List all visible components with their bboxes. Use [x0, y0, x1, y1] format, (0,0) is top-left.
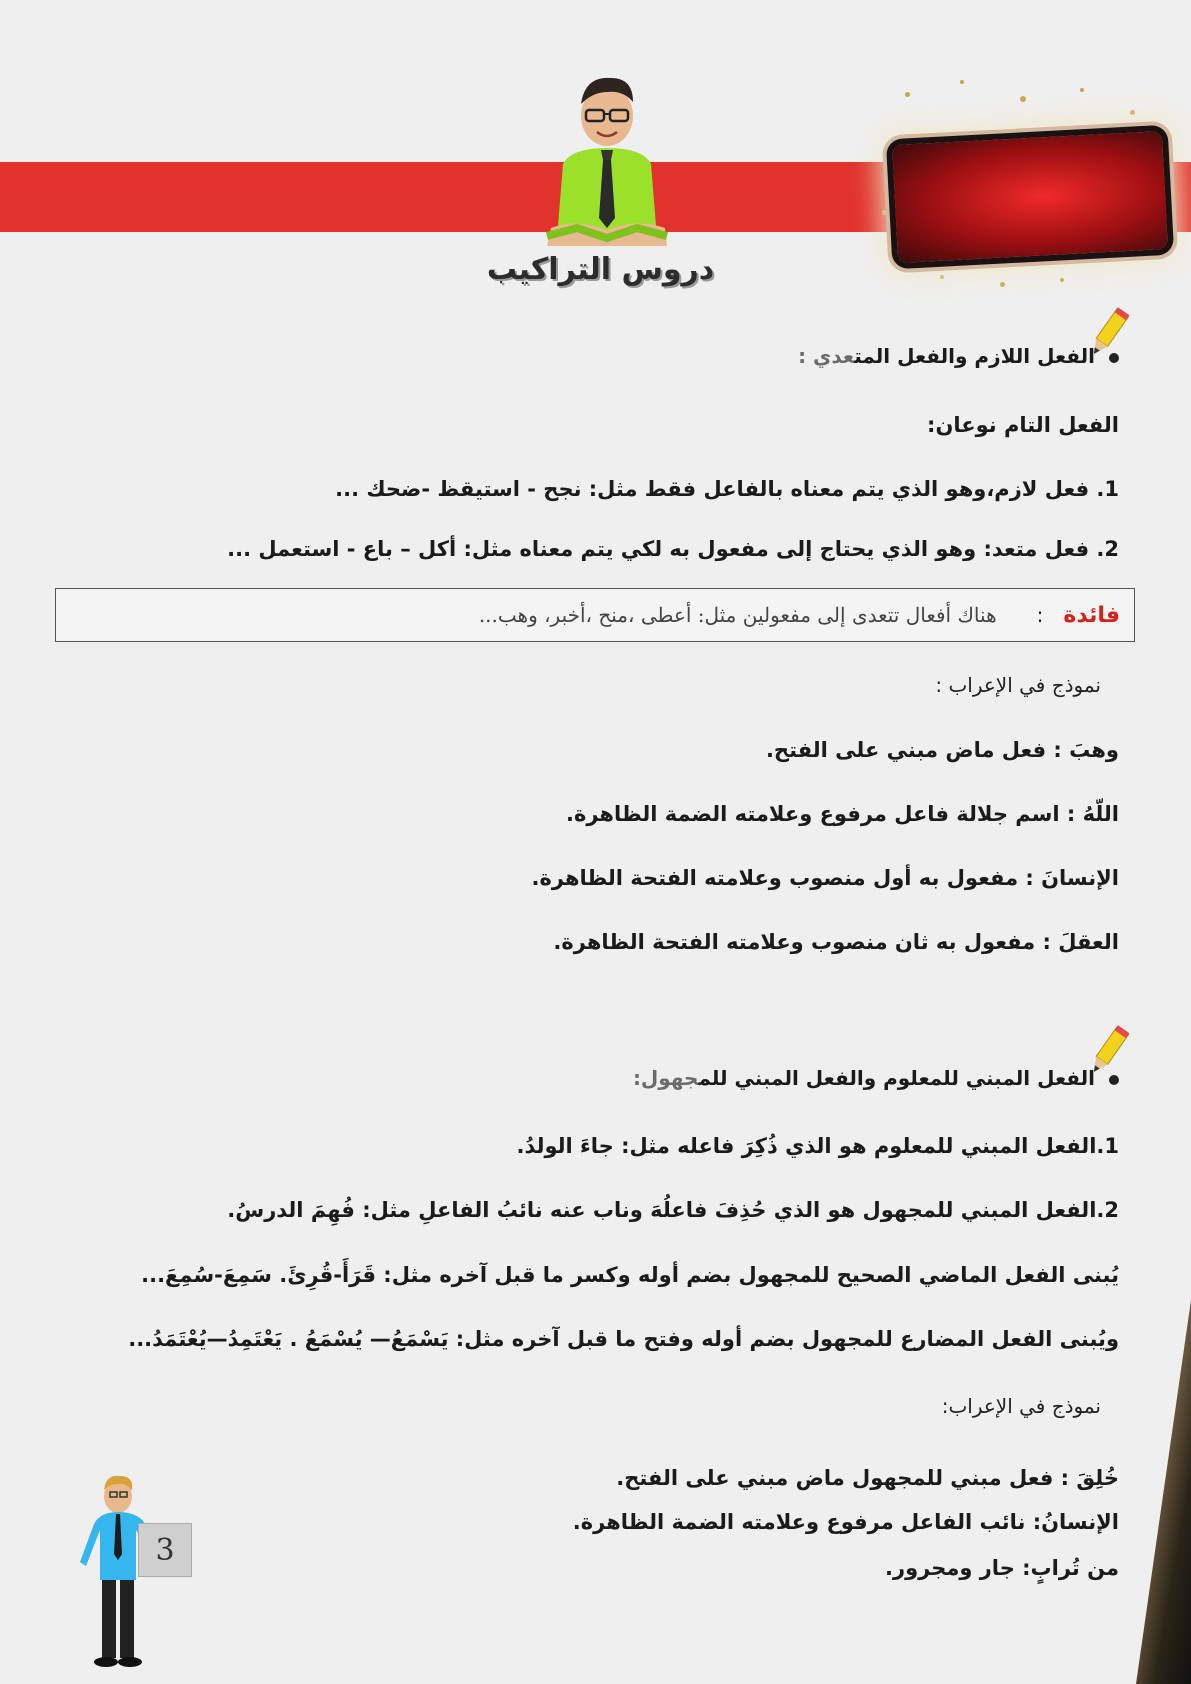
page-curl-decoration	[1136, 1300, 1191, 1684]
section2-item-2: 2.الفعل المبني للمجهول هو الذي حُذِفَ فاعلُهَ وناب عنه نائبُ الفاعلِ مثل: فُهِمَ الدرسُ.	[227, 1198, 1119, 1222]
section2-heading: الفعل المبني للمعلوم والفعل المبني للمجهول:	[633, 1066, 1119, 1090]
section2-example-label: نموذج في الإعراب:	[941, 1394, 1101, 1418]
note-label: فائدة	[1063, 602, 1120, 628]
bullet-dot	[1109, 353, 1119, 363]
cartoon-man-icon	[537, 68, 677, 258]
red-picture-frame	[892, 131, 1168, 263]
page-number: 3	[138, 1523, 192, 1577]
page-title: دروس التراكيب	[486, 252, 715, 287]
section1-parsing-1: وهبَ : فعل ماض مبني على الفتح.	[765, 738, 1119, 762]
section1-item-2: 2. فعل متعد: وهو الذي يحتاج إلى مفعول به لكي يتم معناه مثل: أكل – باع - استعمل ...	[227, 537, 1119, 561]
section1-heading: الفعل اللازم والفعل المتعدي :	[798, 344, 1119, 368]
section1-parsing-2: اللّهُ : اسم جلالة فاعل مرفوع وعلامته الضمة الظاهرة.	[565, 802, 1119, 826]
section1-parsing-3: الإنسانَ : مفعول به أول منصوب وعلامته الفتحة الظاهرة.	[531, 866, 1119, 890]
section2-parsing-2: الإنسانُ: نائب الفاعل مرفوع وعلامته الضمة الظاهرة.	[572, 1510, 1119, 1534]
section2-item-3: يُبنى الفعل الماضي الصحيح للمجهول بضم أوله وكسر ما قبل آخره مثل: قَرَأَ-قُرِئَ. سَمِعَ-سُمِعَ...	[141, 1263, 1119, 1287]
note-box	[55, 588, 1135, 642]
section2-item-4: ويُبنى الفعل المضارع للمجهول بضم أوله وفتح ما قبل آخره مثل: يَسْمَعُ— يُسْمَعُ . يَعْتَمِدُ—يُعْتَمَدُ...	[128, 1327, 1119, 1351]
section2-item-1: 1.الفعل المبني للمعلوم هو الذي ذُكِرَ فاعله مثل: جاءَ الولدُ.	[516, 1134, 1119, 1158]
bullet-dot	[1109, 1075, 1119, 1085]
section1-parsing-4: العقلَ : مفعول به ثان منصوب وعلامته الفتحة الظاهرة.	[553, 930, 1119, 954]
section1-item-1: 1. فعل لازم،وهو الذي يتم معناه بالفاعل فقط مثل: نجح - استيقظ -ضحك ...	[335, 477, 1119, 501]
section2-parsing-3: من تُرابٍ: جار ومجرور.	[885, 1556, 1119, 1580]
section2-parsing-1: خُلِقَ : فعل مبني للمجهول ماض مبني على الفتح.	[616, 1466, 1119, 1490]
section1-example-label: نموذج في الإعراب :	[935, 673, 1101, 697]
section1-intro: الفعل التام نوعان:	[927, 413, 1119, 437]
note-separator: :	[1036, 603, 1044, 627]
note-text: هناك أفعال تتعدى إلى مفعولين مثل: أعطى ،منح ،أخبر، وهب...	[478, 603, 997, 627]
